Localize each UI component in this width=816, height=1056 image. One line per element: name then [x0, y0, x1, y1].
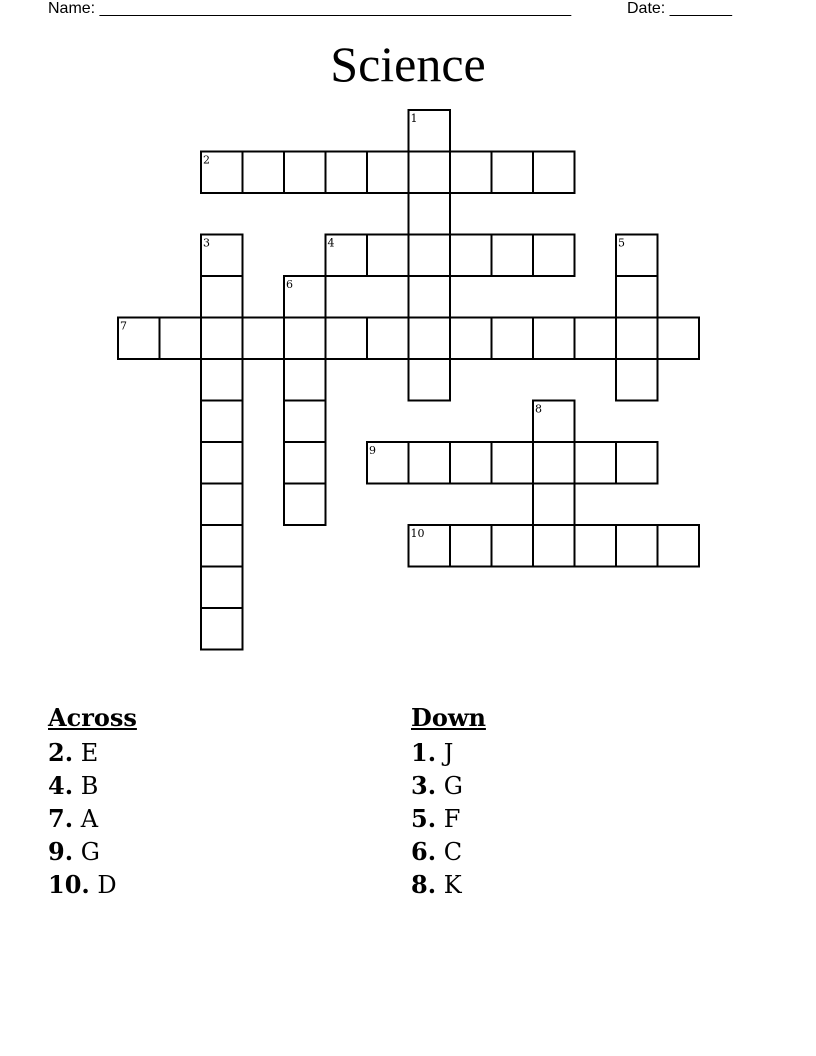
grid-cell[interactable] [409, 276, 451, 318]
clue-number: 2. [48, 738, 74, 767]
down-clue-3 [411, 769, 486, 802]
grid-cell[interactable] [409, 152, 451, 194]
grid-cell[interactable] [326, 152, 368, 194]
grid-cell[interactable] [492, 152, 534, 194]
clue-text: A [80, 805, 99, 833]
clue-number: 9. [48, 837, 74, 866]
grid-cell[interactable] [201, 608, 243, 650]
down-clue-1 [411, 736, 486, 769]
across-clues [48, 700, 137, 901]
grid-cell[interactable] [616, 318, 658, 360]
cell-number: 6 [286, 278, 293, 291]
date-field[interactable]: Date: _______ [627, 0, 732, 17]
clue-number: 10. [48, 870, 90, 899]
clue-text: G [443, 772, 463, 800]
clue-number: 3. [411, 771, 437, 800]
grid-cell[interactable] [367, 318, 409, 360]
clue-number: 4. [48, 771, 74, 800]
grid-cell[interactable] [284, 152, 326, 194]
grid-cell[interactable] [284, 484, 326, 526]
grid-cell[interactable] [533, 525, 575, 567]
cell-number: 7 [120, 319, 127, 333]
grid-cell[interactable] [409, 235, 451, 277]
across-clue-4 [48, 769, 137, 802]
grid-cell[interactable] [450, 318, 492, 360]
clue-text: K [443, 871, 462, 899]
clue-text: G [80, 838, 100, 866]
grid-cell[interactable] [533, 318, 575, 360]
cell-number: 3 [203, 236, 210, 250]
grid-cell[interactable] [533, 442, 575, 484]
cell-number: 8 [535, 402, 542, 416]
grid-cell[interactable] [201, 318, 243, 360]
grid-cell[interactable] [243, 318, 285, 360]
down-clues [411, 700, 486, 901]
down-clue-5 [411, 802, 486, 835]
grid-cell[interactable] [284, 318, 326, 360]
grid-cell[interactable] [575, 318, 617, 360]
grid-cell[interactable] [326, 318, 368, 360]
clue-number: 7. [48, 804, 74, 833]
grid-cell[interactable] [492, 525, 534, 567]
across-heading: Across [48, 703, 137, 732]
clue-text: J [443, 739, 454, 767]
clue-text: C [443, 838, 463, 866]
grid-cell[interactable] [658, 318, 700, 360]
across-clue-10 [48, 868, 137, 901]
grid-cell[interactable] [533, 152, 575, 194]
grid-cell[interactable] [616, 525, 658, 567]
page-title: Science [330, 36, 486, 92]
grid-cell[interactable] [409, 442, 451, 484]
grid-cell[interactable] [492, 235, 534, 277]
grid-cell[interactable] [367, 152, 409, 194]
down-clue-6 [411, 835, 486, 868]
cell-number: 5 [618, 236, 625, 250]
grid-cell[interactable] [201, 567, 243, 609]
grid-cell[interactable] [243, 152, 285, 194]
grid-cell[interactable] [409, 318, 451, 360]
grid-cell[interactable] [201, 359, 243, 401]
grid-cell[interactable] [284, 442, 326, 484]
grid-cell[interactable] [284, 401, 326, 443]
grid-cell[interactable] [284, 359, 326, 401]
grid-cell[interactable] [533, 484, 575, 526]
cell-number: 10 [410, 527, 425, 540]
grid-cell[interactable] [492, 318, 534, 360]
across-clue-2 [48, 736, 137, 769]
grid-cell[interactable] [492, 442, 534, 484]
grid-cell[interactable] [616, 442, 658, 484]
cell-number: 4 [327, 236, 335, 250]
grid-cell[interactable] [575, 525, 617, 567]
grid-cell[interactable] [616, 359, 658, 401]
grid-cell[interactable] [575, 442, 617, 484]
grid-cell[interactable] [450, 235, 492, 277]
grid-cell[interactable] [409, 359, 451, 401]
clue-text: B [80, 772, 99, 800]
grid-cell[interactable] [367, 235, 409, 277]
clue-number: 1. [411, 738, 437, 767]
clue-number: 6. [411, 837, 437, 866]
grid-cell[interactable] [450, 525, 492, 567]
name-field[interactable]: Name: _____________________________________________________ [48, 0, 572, 17]
clue-number: 8. [411, 870, 437, 899]
grid-cell[interactable] [201, 525, 243, 567]
grid-cell[interactable] [450, 152, 492, 194]
grid-cell[interactable] [201, 442, 243, 484]
across-clue-9 [48, 835, 137, 868]
grid-cell[interactable] [409, 193, 451, 235]
grid-cell[interactable] [616, 276, 658, 318]
cell-number: 2 [203, 153, 210, 167]
clue-number: 5. [411, 804, 437, 833]
cell-number: 9 [369, 444, 376, 457]
grid-cell[interactable] [533, 235, 575, 277]
across-clue-7 [48, 802, 137, 835]
down-heading: Down [411, 703, 486, 732]
grid-cell[interactable] [658, 525, 700, 567]
cell-number: 1 [410, 112, 418, 125]
grid-cell[interactable] [160, 318, 202, 360]
down-clue-8 [411, 868, 486, 901]
clue-text: E [80, 739, 99, 767]
grid-cell[interactable] [201, 484, 243, 526]
grid-cell[interactable] [201, 401, 243, 443]
grid-cell[interactable] [450, 442, 492, 484]
grid-cell[interactable] [201, 276, 243, 318]
clue-text: F [443, 805, 461, 833]
clue-text: D [97, 871, 117, 899]
